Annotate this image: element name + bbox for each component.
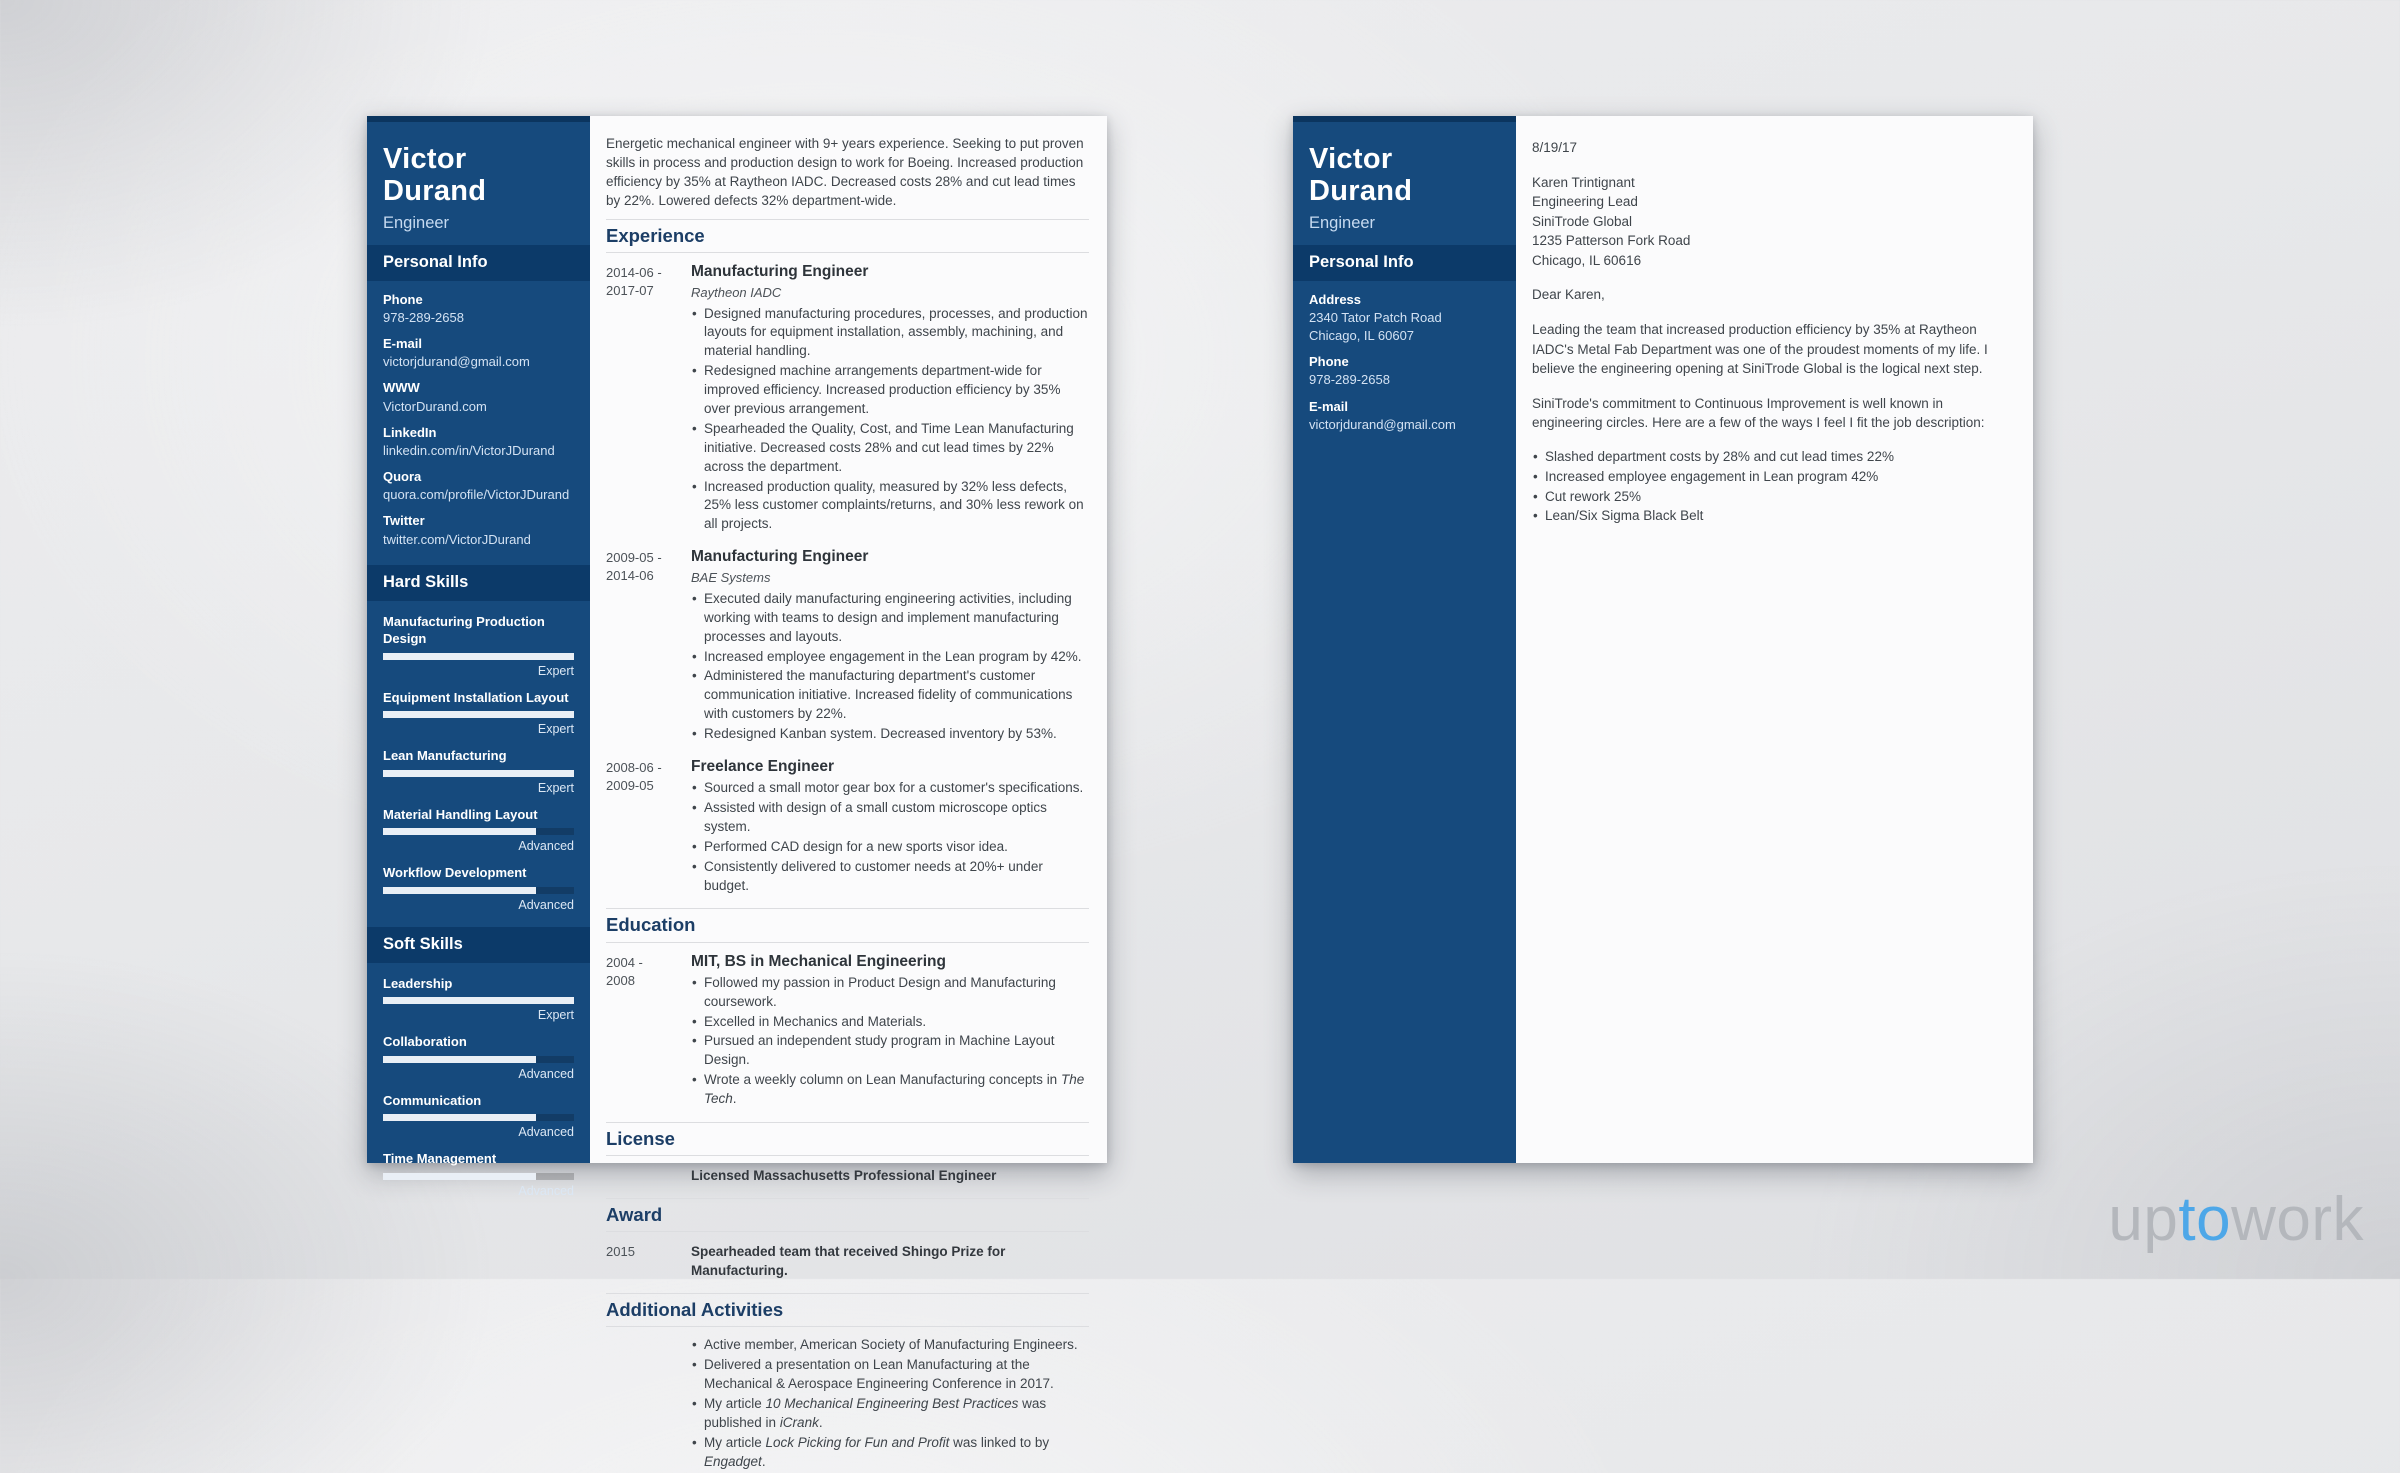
skill-level: Advanced	[518, 1125, 574, 1140]
recipient-line: SiniTrode Global	[1532, 213, 1633, 229]
skill-item	[383, 1033, 574, 1081]
entry-date-line: 2009-05 -	[606, 550, 662, 566]
bullet-item: • Active member, American Society of Manufacturing Engineers.	[691, 1336, 1089, 1355]
entry-dates	[606, 757, 691, 896]
letter-name: Victor Durand	[1309, 143, 1413, 207]
bullet-item: • Followed my passion in Product Design and Manufacturing coursework.	[691, 974, 1089, 1012]
skill-level: Expert	[537, 663, 574, 678]
bullet-list	[691, 1336, 1089, 1471]
contact-value: quora.com/profile/VictorJDurand	[383, 487, 570, 503]
bullet-item: • Redesigned Kanban system. Decreased inventory by 53%.	[691, 725, 1089, 744]
letter-paragraph: SiniTrode's commitment to Continuous Improvement is well known in engineering circles. Here are a few of the ways I feel I fit the job description:	[1532, 395, 1985, 431]
resume-header	[367, 122, 590, 245]
skill-bar	[383, 653, 574, 660]
skill-item	[383, 1092, 574, 1140]
entry-title: Manufacturing Engineer	[691, 548, 869, 566]
resume-document	[367, 116, 1107, 1469]
skill-bar-fill	[383, 1056, 536, 1063]
skill-name: Communication	[383, 1092, 482, 1108]
plain-text: Wrote a weekly column on Lean Manufacturing concepts in	[704, 1072, 1061, 1088]
contact-label: Address	[1309, 291, 1362, 307]
entry-dates	[606, 1165, 691, 1186]
skill-item	[383, 864, 574, 912]
contact-label: E-mail	[383, 335, 423, 351]
contact-value: 2340 Tator Patch Road	[1309, 309, 1442, 325]
italic-text: Engadget	[704, 1453, 762, 1469]
personal-info-heading: Personal Info	[1293, 245, 1516, 281]
bullet-item: • Redesigned machine arrangements department-wide for improved efficiency. Increased production efficiency by 35% over previous arrangement.	[691, 362, 1089, 419]
entry-date-line: 2008-06 -	[606, 760, 662, 775]
recipient-line: Chicago, IL 60616	[1532, 252, 1642, 268]
contact-value: 978-289-2658	[1309, 372, 1390, 388]
italic-text: iCrank	[779, 1414, 819, 1430]
section-entry	[606, 262, 1089, 535]
resume-body	[590, 116, 1107, 1469]
contact-label: LinkedIn	[383, 424, 437, 440]
entry-company: BAE Systems	[691, 570, 771, 586]
skill-bar	[383, 828, 574, 835]
contact-item	[383, 468, 574, 504]
bullet-item: • Slashed department costs by 28% and cut lead times 22%	[1532, 448, 2013, 467]
entry-dates	[606, 262, 691, 535]
resume-summary: Energetic mechanical engineer with 9+ years experience. Seeking to put proven skills in process and production design to work for Boeing. Increased production efficiency by 35% at Raytheon IADC. Decreased costs 28% and cut lead times by 22%. Lowered defects 32% department-wide.	[606, 136, 1084, 209]
skill-name: Leadership	[383, 975, 453, 991]
bullet-item	[691, 1395, 1089, 1433]
contact-item	[1309, 398, 1500, 434]
entry-bold-text: Spearheaded team that received Shingo Prize for Manufacturing.	[691, 1244, 1006, 1279]
italic-text: Lock Picking for Fun and Profit	[765, 1434, 950, 1450]
skill-name: Equipment Installation Layout	[383, 689, 569, 705]
entry-title: Freelance Engineer	[691, 758, 835, 775]
hard-skills-heading: Hard Skills	[367, 565, 590, 601]
contact-item	[1309, 353, 1500, 389]
contact-label: Twitter	[383, 513, 425, 529]
soft-skills-list	[367, 963, 590, 1213]
contact-value: 978-289-2658	[383, 309, 464, 325]
skill-bar	[383, 1114, 574, 1121]
entry-body	[691, 757, 1089, 896]
entry-title: MIT, BS in Mechanical Engineering	[691, 952, 946, 970]
skill-item	[383, 613, 574, 678]
entry-dates	[606, 952, 691, 1110]
skill-bar-fill	[383, 653, 574, 660]
letter-role: Engineer	[1309, 213, 1376, 232]
section-entry	[606, 1336, 1089, 1472]
section-title: Education	[606, 908, 1089, 942]
contact-label: Phone	[383, 291, 423, 307]
skill-name: Lean Manufacturing	[383, 748, 507, 764]
skill-name: Workflow Development	[383, 865, 527, 881]
bullet-item: • Assisted with design of a small custom microscope optics system.	[691, 799, 1089, 837]
section-entry	[606, 952, 1089, 1110]
skill-level: Advanced	[518, 897, 574, 912]
contact-label: E-mail	[1309, 398, 1349, 414]
entry-date-line: 2014-06 -	[606, 264, 662, 280]
recipient-line: Karen Trintignant	[1532, 174, 1635, 190]
bullet-list	[691, 974, 1089, 1109]
section-title: License	[606, 1122, 1089, 1156]
logo-work-text: work	[2231, 1185, 2364, 1254]
entry-date-line: 2014-06	[606, 568, 654, 584]
entry-body	[691, 1165, 1089, 1186]
skill-item	[383, 806, 574, 854]
entry-date-line: 2008	[606, 972, 635, 988]
cover-letter-document	[1293, 116, 2033, 1163]
contact-item	[383, 512, 574, 548]
section-title: Experience	[606, 219, 1089, 253]
bullet-list	[1532, 448, 2013, 527]
section-title: Award	[606, 1198, 1089, 1232]
letter-contact-list	[1293, 281, 1516, 450]
entry-body	[691, 1241, 1089, 1281]
letter-date: 8/19/17	[1532, 140, 1578, 155]
entry-date-line: 2015	[606, 1244, 635, 1260]
letter-recipient-block	[1532, 173, 2013, 271]
entry-title: Manufacturing Engineer	[691, 262, 869, 280]
resume-sidebar	[367, 116, 590, 1198]
skill-item	[383, 689, 574, 737]
contact-item	[383, 424, 574, 460]
contact-value: twitter.com/VictorJDurand	[383, 531, 531, 547]
entry-dates	[606, 547, 691, 745]
letter-paragraphs	[1532, 320, 2013, 526]
bullet-item	[691, 1434, 1089, 1472]
bullet-item: • Lean/Six Sigma Black Belt	[1532, 507, 2013, 526]
skill-name: Time Management	[383, 1151, 497, 1167]
entry-body	[691, 952, 1089, 1110]
contact-item	[1309, 291, 1500, 346]
skill-item	[383, 975, 574, 1023]
letter-sidebar	[1293, 116, 1516, 1163]
entry-body	[691, 262, 1089, 535]
contact-value: victorjdurand@gmail.com	[1309, 416, 1456, 432]
skill-bar-fill	[383, 711, 574, 718]
resume-name: Victor Durand	[383, 143, 487, 207]
skill-name: Material Handling Layout	[383, 806, 538, 822]
bullet-item: • Increased employee engagement in the Lean program by 42%.	[691, 648, 1089, 667]
section-title: Additional Activities	[606, 1293, 1089, 1327]
letter-salutation: Dear Karen,	[1532, 287, 1605, 303]
skill-bar	[383, 997, 574, 1004]
skill-level: Advanced	[518, 1183, 574, 1198]
skill-bar	[383, 770, 574, 777]
hard-skills-list	[367, 601, 590, 927]
letter-paragraph: Leading the team that increased production efficiency by 35% at Raytheon IADC's Metal Fab Department was one of the proudest moments of my life. I believe the engineering opening at SiniTrode Global is the logical next step.	[1532, 321, 1988, 377]
entry-date-line: 2017-07	[606, 283, 654, 298]
entry-body	[691, 1336, 1089, 1472]
plain-text: was published in	[704, 1395, 1047, 1430]
letter-body	[1516, 116, 2033, 1163]
bullet-item: • Executed daily manufacturing engineering activities, including working with teams to design and implement manufacturing processes and layouts.	[691, 590, 1089, 647]
skill-bar-fill	[383, 828, 536, 835]
skill-level: Advanced	[518, 1066, 574, 1081]
plain-text: My article	[704, 1434, 766, 1450]
skill-name: Collaboration	[383, 1034, 467, 1050]
bullet-list	[691, 590, 1089, 744]
skill-bar	[383, 711, 574, 718]
bullet-item: • Designed manufacturing procedures, processes, and production layouts for equipment installation, assembly, machining, and material handling.	[691, 305, 1089, 362]
contact-value: Chicago, IL 60607	[1309, 327, 1415, 343]
skill-bar-fill	[383, 997, 574, 1004]
bullet-item: • Increased employee engagement in Lean program 42%	[1532, 468, 2013, 487]
resume-sections	[606, 219, 1089, 1473]
italic-text: 10 Mechanical Engineering Best Practices	[765, 1395, 1019, 1411]
personal-info-heading: Personal Info	[367, 245, 590, 281]
bullet-list	[691, 779, 1089, 895]
bullet-item: • Delivered a presentation on Lean Manufacturing at the Mechanical & Aerospace Engineering Conference in 2017.	[691, 1356, 1089, 1394]
skill-level: Expert	[537, 780, 574, 795]
bullet-item: • Spearheaded the Quality, Cost, and Time Lean Manufacturing initiative. Decreased costs 28% and cut lead times by 22% across the department.	[691, 420, 1089, 477]
contact-value: victorjdurand@gmail.com	[383, 354, 530, 370]
entry-company: Raytheon IADC	[691, 284, 782, 300]
contact-label: WWW	[383, 380, 420, 396]
uptowork-logo[interactable]	[2108, 1185, 2364, 1254]
soft-skills-heading: Soft Skills	[367, 927, 590, 963]
contact-item	[383, 379, 574, 415]
skill-level: Advanced	[518, 839, 574, 854]
contact-value: VictorDurand.com	[383, 398, 487, 414]
resume-role: Engineer	[383, 213, 450, 232]
bullet-item: • Increased production quality, measured by 32% less defects, 25% less customer complaints/returns, and 30% less rework on all projects.	[691, 478, 1089, 535]
plain-text: .	[818, 1414, 823, 1430]
section-entry	[606, 757, 1089, 896]
skill-item	[383, 747, 574, 795]
bullet-item: • Sourced a small motor gear box for a customer's specifications.	[691, 779, 1089, 798]
contact-item	[383, 335, 574, 371]
skill-bar-fill	[383, 770, 574, 777]
logo-to-text: to	[2178, 1185, 2232, 1254]
bullet-item: • Pursued an independent study program in Machine Layout Design.	[691, 1032, 1089, 1070]
italic-text: The Tech	[704, 1072, 1085, 1107]
contact-value: linkedin.com/in/VictorJDurand	[383, 442, 555, 458]
entry-body	[691, 547, 1089, 745]
skill-bar-fill	[383, 1173, 536, 1180]
recipient-line: 1235 Patterson Fork Road	[1532, 233, 1691, 249]
plain-text: was linked to by	[949, 1434, 1050, 1450]
recipient-line: Engineering Lead	[1532, 194, 1638, 210]
skill-name: Manufacturing Production Design	[383, 613, 545, 647]
bullet-item: • Consistently delivered to customer needs at 20%+ under budget.	[691, 858, 1089, 896]
skill-level: Expert	[537, 722, 574, 737]
contact-item	[383, 291, 574, 327]
logo-up-text: up	[2108, 1185, 2179, 1254]
resume-contact-list	[367, 281, 590, 565]
bullet-item: • Excelled in Mechanics and Materials.	[691, 1013, 1089, 1032]
bullet-item	[691, 1071, 1089, 1109]
entry-dates	[606, 1336, 691, 1472]
contact-label: Quora	[383, 469, 422, 485]
skill-level: Expert	[537, 1008, 574, 1023]
skill-item	[383, 1150, 574, 1198]
entry-date-line: 2009-05	[606, 778, 654, 794]
entry-date-line: 2004 -	[606, 954, 643, 970]
plain-text: .	[732, 1091, 737, 1107]
skill-bar	[383, 1173, 574, 1180]
skill-bar-fill	[383, 1114, 536, 1121]
contact-label: Phone	[1309, 354, 1349, 370]
skill-bar	[383, 887, 574, 894]
bullet-item: • Performed CAD design for a new sports visor idea.	[691, 838, 1089, 857]
plain-text: My article	[704, 1395, 766, 1411]
bullet-item: • Administered the manufacturing department's customer communication initiative. Increased fidelity of communications with customers by 22%.	[691, 667, 1089, 724]
plain-text: .	[761, 1453, 766, 1469]
bullet-list	[691, 305, 1089, 535]
entry-bold-text: Licensed Massachusetts Professional Engineer	[691, 1168, 997, 1184]
section-entry	[606, 547, 1089, 745]
skill-bar	[383, 1056, 574, 1063]
section-entry	[606, 1241, 1089, 1281]
entry-dates	[606, 1241, 691, 1281]
skill-bar-fill	[383, 887, 536, 894]
letter-header	[1293, 122, 1516, 245]
bullet-item: • Cut rework 25%	[1532, 488, 2013, 507]
section-entry	[606, 1165, 1089, 1186]
